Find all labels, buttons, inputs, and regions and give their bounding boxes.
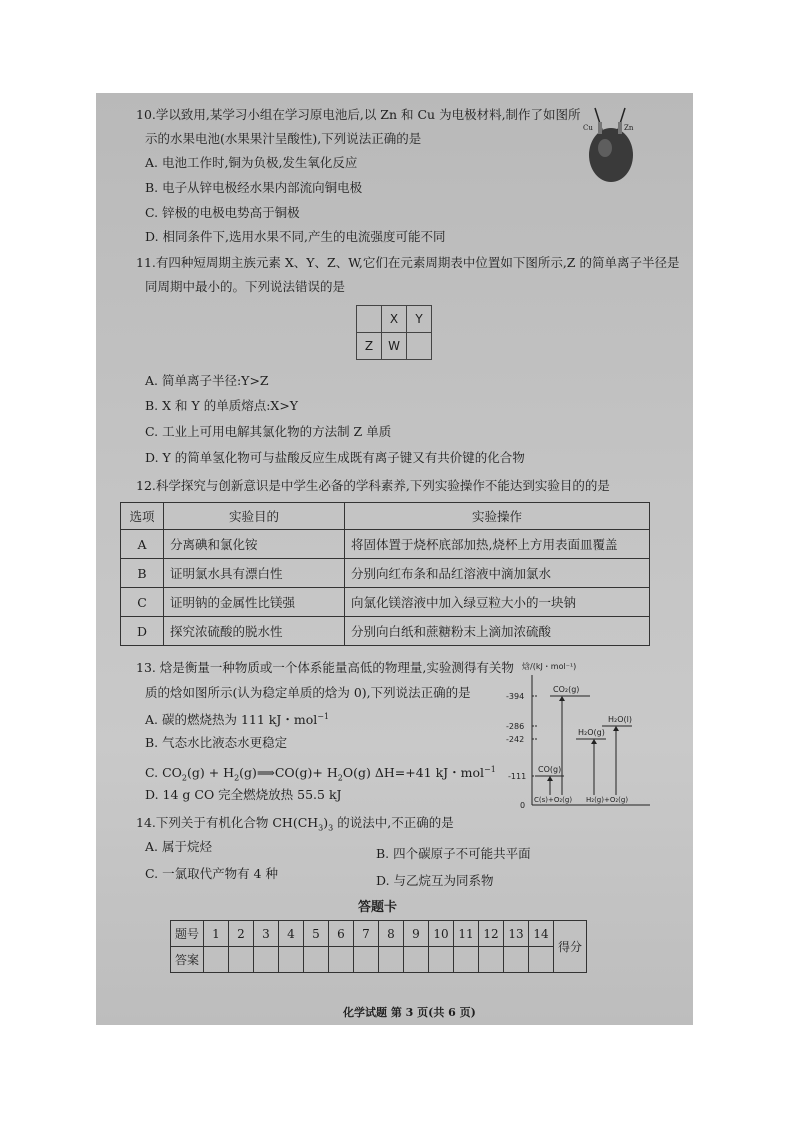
score-label: 得分	[554, 921, 587, 973]
q10-stem-line1: 10.学以致用,某学习小组在学习原电池后,以 Zn 和 Cu 为电极材料,制作了如图所	[136, 107, 581, 122]
question-number: 9	[404, 921, 429, 947]
answer-cell[interactable]	[254, 947, 279, 973]
question-number: 12	[479, 921, 504, 947]
header-purpose: 实验目的	[164, 503, 345, 530]
fruit-label-cu: Cu	[583, 124, 593, 132]
question-number: 7	[354, 921, 379, 947]
tick-label: -286	[506, 722, 525, 731]
answer-card-number-row	[171, 921, 587, 947]
enthalpy-axis-label: 焓/(kJ・mol⁻¹)	[522, 662, 577, 671]
row-option: A	[121, 530, 164, 559]
table-header-row	[121, 503, 650, 530]
row-option: D	[121, 617, 164, 646]
table-row	[121, 617, 650, 646]
row-purpose: 分离碘和氯化铵	[164, 530, 345, 559]
table-row	[121, 588, 650, 617]
answer-card-title: 答题卡	[358, 900, 398, 915]
q13-option-a-sup: −1	[317, 712, 330, 721]
grid-cell-y: Y	[407, 306, 432, 333]
question-number: 2	[229, 921, 254, 947]
level-h2o-l: H₂O(l)	[608, 715, 632, 724]
q13-c-part: (g)⟹CO(g)+ H	[239, 765, 338, 781]
q10-stem-line2: 示的水果电池(水果果汁呈酸性),下列说法正确的是	[145, 131, 422, 146]
q11-stem-line2: 同周期中最小的。下列说法错误的是	[145, 279, 346, 294]
tick-label: 0	[520, 801, 526, 810]
q13-option-a-text: A. 碳的燃烧热为 111 kJ・mol	[145, 712, 318, 728]
question-number: 1	[204, 921, 229, 947]
grid-cell	[357, 306, 382, 333]
question-number: 10	[429, 921, 454, 947]
q13-c-part: (g) + H	[186, 765, 235, 781]
level-h2-o2: H₂(g)+O₂(g)	[586, 796, 629, 804]
tick-label: -111	[508, 772, 527, 781]
row-purpose: 证明钠的金属性比镁强	[164, 588, 345, 617]
q12-stem: 12.科学探究与创新意识是中学生必备的学科素养,下列实验操作不能达到实验目的的是	[136, 478, 610, 493]
q10-option-c: C. 锌极的电极电势高于铜极	[145, 205, 300, 220]
q13-c-part: O(g) ΔH=+41 kJ・mol	[342, 765, 485, 781]
q11-stem-line1: 11.有四种短周期主族元素 X、Y、Z、W,它们在元素周期表中位置如下图所示,Z 的简单离子半径是	[136, 255, 680, 270]
answer-cell[interactable]	[429, 947, 454, 973]
grid-cell-x: X	[382, 306, 407, 333]
q13-c-sub: 2	[337, 773, 343, 783]
row-option: B	[121, 559, 164, 588]
q14-option-c: C. 一氯取代产物有 4 种	[145, 866, 278, 881]
row-purpose: 探究浓硫酸的脱水性	[164, 617, 345, 646]
q11-option-d: D. Y 的简单氢化物可与盐酸反应生成既有离子键又有共价键的化合物	[145, 450, 525, 465]
answer-cell[interactable]	[479, 947, 504, 973]
q14-stem-part: 14.下列关于有机化合物 CH(CH	[136, 815, 319, 830]
answer-cell[interactable]	[404, 947, 429, 973]
answer-cell[interactable]	[279, 947, 304, 973]
q13-option-d: D. 14 g CO 完全燃烧放热 55.5 kJ	[145, 787, 342, 802]
q13-c-sup: −1	[484, 765, 496, 774]
grid-cell-z: Z	[357, 333, 382, 360]
enthalpy-diagram	[490, 655, 660, 815]
q13-option-b: B. 气态水比液态水更稳定	[145, 735, 288, 750]
row-purpose: 证明氯水具有漂白性	[164, 559, 345, 588]
q14-option-d: D. 与乙烷互为同系物	[376, 873, 494, 888]
q10-option-b: B. 电子从锌电极经水果内部流向铜电极	[145, 180, 363, 195]
q13-stem-line2: 质的焓如图所示(认为稳定单质的焓为 0),下列说法正确的是	[145, 685, 471, 700]
q13-stem-line1: 13. 焓是衡量一种物质或一个体系能量高低的物理量,实验测得有关物	[136, 660, 514, 675]
row-operation: 分别向红布条和品红溶液中滴加氯水	[345, 559, 650, 588]
tick-label: -394	[506, 692, 525, 701]
row-option: C	[121, 588, 164, 617]
level-co2: CO₂(g)	[553, 685, 580, 694]
level-h2o-g: H₂O(g)	[578, 728, 605, 737]
header-option: 选项	[121, 503, 164, 530]
grid-cell-w: W	[382, 333, 407, 360]
answer-cell[interactable]	[229, 947, 254, 973]
q13-option-c	[145, 762, 496, 787]
q13-c-sub: 2	[234, 773, 240, 783]
question-number: 6	[329, 921, 354, 947]
row-label-number: 题号	[171, 921, 204, 947]
answer-cell[interactable]	[329, 947, 354, 973]
question-number: 14	[529, 921, 554, 947]
question-number: 4	[279, 921, 304, 947]
q11-option-a: A. 简单离子半径:Y>Z	[145, 373, 269, 388]
question-number: 11	[454, 921, 479, 947]
header-operation: 实验操作	[345, 503, 650, 530]
answer-card-answer-row	[171, 947, 587, 973]
fruit-label-zn: Zn	[624, 124, 634, 132]
question-number: 13	[504, 921, 529, 947]
tick-label: -242	[506, 735, 525, 744]
answer-cell[interactable]	[504, 947, 529, 973]
row-label-answer: 答案	[171, 947, 204, 973]
q14-option-a: A. 属于烷烃	[145, 839, 212, 854]
table-row	[121, 530, 650, 559]
answer-cell[interactable]	[304, 947, 329, 973]
q14-stem-sub: 3	[318, 823, 324, 833]
q14-stem-sub: 3	[328, 823, 334, 833]
answer-cell[interactable]	[454, 947, 479, 973]
answer-cell[interactable]	[204, 947, 229, 973]
q14-stem-part: )	[323, 815, 329, 830]
q13-c-sub: 2	[181, 773, 187, 783]
answer-cell[interactable]	[379, 947, 404, 973]
q10-option-a: A. 电池工作时,铜为负极,发生氧化反应	[145, 155, 358, 170]
q13-c-part: C. CO	[145, 765, 182, 781]
experiment-table	[120, 502, 650, 646]
row-operation: 将固体置于烧杯底部加热,烧杯上方用表面皿覆盖	[345, 530, 650, 559]
q14-stem	[136, 815, 454, 837]
q14-option-b: B. 四个碳原子不可能共平面	[376, 846, 531, 861]
level-c-o2: C(s)+O₂(g)	[534, 796, 573, 804]
grid-cell	[407, 333, 432, 360]
q11-option-c: C. 工业上可用电解其氯化物的方法制 Z 单质	[145, 424, 392, 439]
q13-option-a	[145, 709, 329, 728]
question-number: 3	[254, 921, 279, 947]
answer-cell[interactable]	[529, 947, 554, 973]
periodic-position-grid	[356, 305, 432, 360]
row-operation: 分别向白纸和蔗糖粉末上滴加浓硫酸	[345, 617, 650, 646]
question-number: 5	[304, 921, 329, 947]
row-operation: 向氯化镁溶液中加入绿豆粒大小的一块钠	[345, 588, 650, 617]
q10-option-d: D. 相同条件下,选用水果不同,产生的电流强度可能不同	[145, 229, 446, 244]
page-footer: 化学试题 第 3 页(共 6 页)	[343, 1006, 476, 1019]
q11-option-b: B. X 和 Y 的单质熔点:X>Y	[145, 398, 299, 413]
q14-stem-part: 的说法中,不正确的是	[333, 815, 454, 830]
fruit-battery-illustration	[580, 100, 640, 190]
question-number: 8	[379, 921, 404, 947]
table-row	[121, 559, 650, 588]
answer-card	[170, 920, 587, 973]
answer-cell[interactable]	[354, 947, 379, 973]
level-co: CO(g)	[538, 765, 562, 774]
